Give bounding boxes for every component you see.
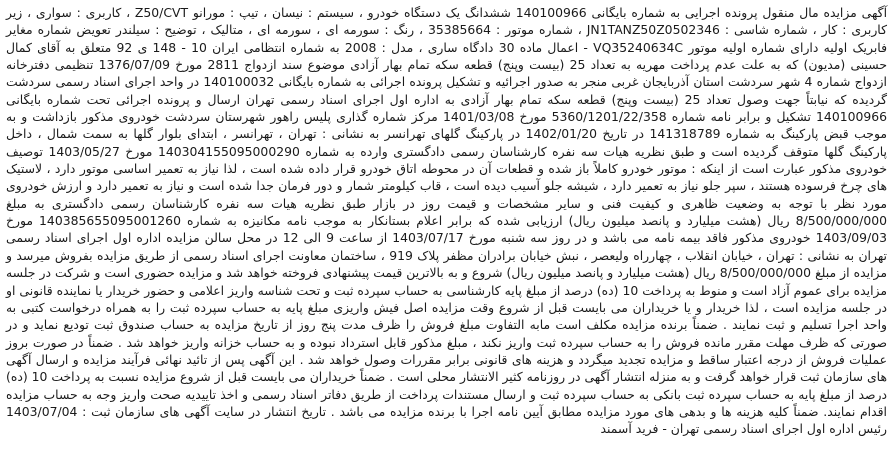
auction-notice-text: آگهی مزایده مال منقول پرونده اجرایی به شماره بایگانی 140100966 ششدانگ یک دستگاه خودرو ، سیستم : نیسان ، تیپ : مورانو Z50/CVT ، کاربری : سواری ، زیر کاربری : کار ، شماره شاسی : JN1TANZ50Z0502346 ، شماره موتور : 35385664 ، رنگ : سورمه ای ، سورمه ای ، متالیک ، توضیح : سیلندر تعویض شماره مغایر فابریک اولیه دارای شماره اولیه موتور VQ35240634C - اعمال ماده 30 دادگاه ساری ، مدل : 2008 به شماره انتظامی ایران 10 - 148 ی 92 متعلق به آقای کمال حسینی (مدیون) که به علت عدم پرداخت مهریه به تعداد 25 (بیست وپنج) قطعه سکه تمام بهار آزادی موضوع سند ازدواج 2811 مورخ 1376/07/09 تنظیمی دفترخانه ازدواج شماره 4 شهر سردشت استان آذربایجان غربی منجر به صدور اجرائیه و تشکیل پرونده اجرائی به شماره بایگانی 140100032 در واحد اجرای اسناد رسمی سردشت گردیده که نیابتاً جهت وصول تعداد 25 (بیست وپنج) قطعه سکه تمام بهار آزادی به اداره اول اجرای اسناد رسمی تهران ارسال و پرونده اجرائی تحت شماره بایگانی 140100966 تشکیل و برابر نامه شماره 5360/1201/22/358 مورخ 1401/03/08 مرکز شماره گذاری پلیس راهور شهرستان سردشت خودروی مذکور بازداشت و به موجب قبض پارکینگ به شماره 141318789 در تاریخ 1402/01/20 در پارکینگ گلهای تهرانسر به نشانی : تهران ، تهرانسر ، ابتدای بلوار گلها به سمت شمال ، داخل پارکینگ گلها متوقف گردیده است و طبق نظریه هیات سه نفره کارشناسان رسمی دادگستری وارده به شماره 140304155095000290 مورخ 1403/05/27 توصیف خودروی مذکور عبارت است از اینکه : موتور خودرو کاملاً باز شده و قطعات آن در محوطه اتاق خودرو قرار داده شده است ، لذا نیاز به تعمیر اساسی موتور دارد ، لاستیک های چرخ فرسوده هستند ، سپر جلو نیاز به تعمیر دارد ، شیشه جلو آسیب دیده است ، قاب کیلومتر شمار و دور فرمان جدا شده است و نیاز به تعمیر دارد و ارزش خودروی مورد نظر با توجه به وضعیت ظاهری و کیفیت فنی و سایر مشخصات و قیمت روز در بازار طبق نظریه هیات سه نفره کارشناسان رسمی دادگستری به مبلغ 8/500/000/000 ریال (هشت میلیارد و پانصد میلیون ریال) ارزیابی شده که برابر اعلام بستانکار به موجب نامه مکانیزه به شماره 140385655095001260 مورخ 1403/09/03 خودروی مذکور فاقد بیمه نامه می باشد و در روز سه شنبه مورخ 1403/07/17 از ساعت 9 الی 12 در محل سالن مزایده اداره اول اجرای اسناد رسمی تهران به نشانی : تهران ، خیابان انقلاب ، چهارراه ولیعصر ، نبش خیابان برادران مظفر پلاک 919 ، ساختمان معاونت اجرای اسناد رسمی از طریق مزایده بفروش میرسد و مزایده از مبلغ 8/500/000/000 ریال (هشت میلیارد و پانصد میلیون ریال) شروع و به بالاترین قیمت پیشنهادی فروخته خواهد شد و مزایده حضوری است و شرکت در جلسه مزایده برای عموم آزاد است و منوط به پرداخت 10 (ده) درصد از مبلغ پایه کارشناسی به حساب سپرده ثبت و تحت شناسه واریز اعلامی و حضور خریدار یا نماینده قانونی او در جلسه مزایده است ، لذا خریدار و یا خریداران می بایست قبل از شروع وقت مزایده اصل فیش واریزی مبلغ پایه به حساب سپرده ثبت را به همراه درخواست کتبی به واحد اجرا تسلیم و ثبت نمایند . ضمناً برنده مزایده مکلف است مابه التفاوت مبلغ فروش را ظرف مدت پنج روز از تاریخ مزایده به حساب صندوق ثبت تودیع نماید و در صورتی که ظرف مهلت مقرر مانده فروش را به حساب سپرده ثبت واریز نکند ، مبلغ مذکور قابل استرداد نبوده و به حساب خزانه واریز خواهد شد . ضمناً در صورت بروز عملیات فروش از درجه اعتبار ساقط و مزایده تجدید میگردد و هزینه های قانونی برابر مقررات وصول خواهد شد . این آگهی پس از تائید نهائی فرآیند مزایده و ارسال آگهی های سازمان ثبت قرار خواهد گرفت و به منزله انتشار آگهی در روزنامه کثیر الانتشار محلی است . ضمناً خریداران می بایست قبل از شروع مزایده نسبت به پرداخت 10 (ده) درصد از مبلغ پایه به حساب سپرده ثبت بانکی به حساب سپرده ثبت و ارسال مستندات پرداخت از طریق دفاتر اسناد رسمی و اخذ تاییدیه صحت واریز وجه به حساب مزایده اقدام نمایند. ضمناً کلیه هزینه ها و بدهی های مورد مزایده مطابق آیین نامه اجرا با برنده مزایده می باشد . تاریخ انتشار در سایت آگهی های سازمان ثبت : 1403/07/04 رئیس اداره اول اجرای اسناد رسمی تهران - فرید آسمند bbox=[6, 5, 888, 437]
